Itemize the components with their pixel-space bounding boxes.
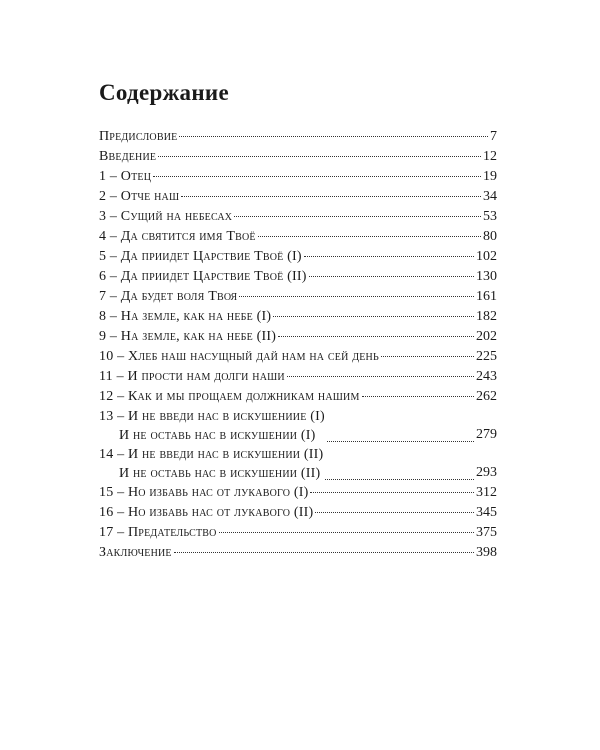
toc-entry-label: 4 – Да святится имя Твоё bbox=[99, 229, 256, 244]
toc-entry bbox=[99, 207, 497, 227]
toc-entry bbox=[99, 167, 497, 187]
toc-entry-line: 14 – И не введи нас в искушении (II) bbox=[99, 447, 324, 462]
toc-leader-dots bbox=[315, 511, 474, 513]
toc-entry bbox=[99, 327, 497, 347]
toc-entry bbox=[99, 407, 497, 445]
toc-leader-dots bbox=[219, 531, 474, 533]
toc-page-number: 243 bbox=[476, 369, 497, 384]
toc-entry-label bbox=[99, 445, 323, 483]
toc-page-number: 7 bbox=[490, 129, 497, 144]
toc-page-number: 375 bbox=[476, 525, 497, 540]
toc-page-number: 19 bbox=[483, 169, 497, 184]
toc-entry bbox=[99, 267, 497, 287]
toc-entry-label: 1 – Отец bbox=[99, 169, 152, 184]
toc-leader-dots bbox=[309, 275, 474, 277]
toc-entry-label: Заключение bbox=[99, 545, 172, 560]
toc-entry bbox=[99, 227, 497, 247]
toc-leader-dots bbox=[158, 155, 481, 157]
toc-leader-dots bbox=[327, 440, 474, 442]
toc-page-number: 53 bbox=[483, 209, 497, 224]
toc-entry bbox=[99, 347, 497, 367]
toc-page-number: 182 bbox=[476, 309, 497, 324]
toc-page-number: 279 bbox=[476, 427, 497, 442]
toc-leader-dots bbox=[278, 335, 474, 337]
toc-entry-label: 12 – Как и мы прощаем должникам нашим bbox=[99, 389, 360, 404]
toc-leader-dots bbox=[362, 395, 474, 397]
toc-entry-label: 8 – На земле, как на небе (I) bbox=[99, 309, 272, 324]
page-title: Содержание bbox=[99, 80, 229, 105]
toc-entry bbox=[99, 387, 497, 407]
toc-leader-dots bbox=[153, 175, 481, 177]
toc-entry bbox=[99, 127, 497, 147]
toc-page-number: 345 bbox=[476, 505, 497, 520]
toc-leader-dots bbox=[325, 478, 474, 480]
toc-entry-label: 11 – И прости нам долги наши bbox=[99, 369, 285, 384]
toc-page-number: 80 bbox=[483, 229, 497, 244]
toc-entry-line: И не оставь нас в искушении (II) bbox=[119, 466, 321, 481]
toc-entry-line: 13 – И не введи нас в искушениие (I) bbox=[99, 409, 325, 424]
toc-entry bbox=[99, 287, 497, 307]
toc-entry bbox=[99, 503, 497, 523]
toc-entry bbox=[99, 247, 497, 267]
toc-leader-dots bbox=[258, 235, 481, 237]
toc-leader-dots bbox=[381, 355, 474, 357]
toc-leader-dots bbox=[310, 491, 474, 493]
toc-entry-label: 10 – Хлеб наш насущный дай нам на сей день bbox=[99, 349, 379, 364]
table-of-contents bbox=[99, 127, 497, 563]
toc-entry bbox=[99, 543, 497, 563]
toc-entry bbox=[99, 307, 497, 327]
toc-leader-dots bbox=[304, 255, 474, 257]
toc-page-number: 293 bbox=[476, 465, 497, 480]
toc-page-number: 262 bbox=[476, 389, 497, 404]
toc-page-number: 225 bbox=[476, 349, 497, 364]
toc-page-number: 130 bbox=[476, 269, 497, 284]
toc-leader-dots bbox=[174, 551, 474, 553]
toc-leader-dots bbox=[287, 375, 474, 377]
toc-page-number: 34 bbox=[483, 189, 497, 204]
toc-page-number: 202 bbox=[476, 329, 497, 344]
toc-entry-label: 15 – Но избавь нас от лукавого (I) bbox=[99, 485, 309, 500]
toc-entry-label: Предисловие bbox=[99, 129, 178, 144]
toc-entry-label: 9 – На земле, как на небе (II) bbox=[99, 329, 277, 344]
toc-leader-dots bbox=[179, 135, 488, 137]
toc-leader-dots bbox=[273, 315, 474, 317]
toc-entry-label: 3 – Сущий на небесах bbox=[99, 209, 233, 224]
toc-entry-line: И не оставь нас в искушении (I) bbox=[119, 428, 316, 443]
toc-page-number: 102 bbox=[476, 249, 497, 264]
toc-entry-label: Введение bbox=[99, 149, 157, 164]
toc-page-number: 312 bbox=[476, 485, 497, 500]
toc-entry-label: 16 – Но избавь нас от лукавого (II) bbox=[99, 505, 314, 520]
toc-entry bbox=[99, 523, 497, 543]
toc-entry-label: 5 – Да приидет Царствие Твоё (I) bbox=[99, 249, 302, 264]
toc-entry-label: 2 – Отче наш bbox=[99, 189, 180, 204]
toc-entry bbox=[99, 445, 497, 483]
toc-page-number: 398 bbox=[476, 545, 497, 560]
toc-page-number: 161 bbox=[476, 289, 497, 304]
toc-leader-dots bbox=[239, 295, 474, 297]
toc-entry-label: 17 – Предательство bbox=[99, 525, 217, 540]
toc-entry bbox=[99, 187, 497, 207]
toc-entry-label bbox=[99, 407, 325, 445]
toc-entry-label: 6 – Да приидет Царствие Твоё (II) bbox=[99, 269, 307, 284]
toc-page-number: 12 bbox=[483, 149, 497, 164]
toc-leader-dots bbox=[234, 215, 481, 217]
toc-leader-dots bbox=[181, 195, 481, 197]
toc-entry bbox=[99, 147, 497, 167]
toc-entry-label: 7 – Да будет воля Твоя bbox=[99, 289, 238, 304]
toc-entry bbox=[99, 483, 497, 503]
toc-entry bbox=[99, 367, 497, 387]
